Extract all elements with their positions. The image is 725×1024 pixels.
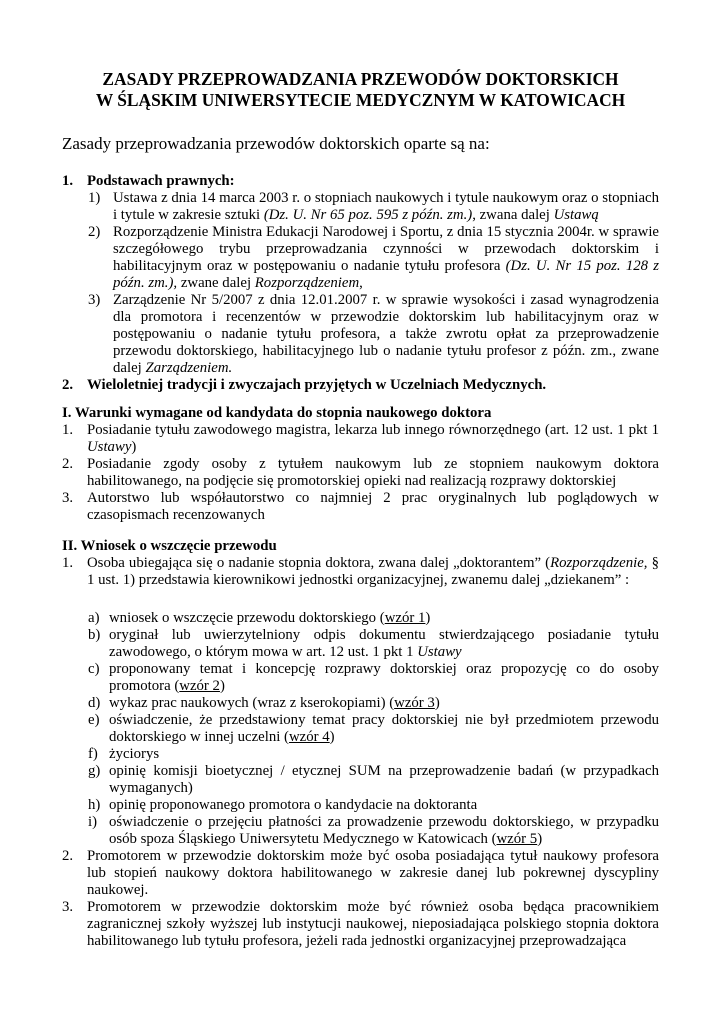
section-heading: I. Warunki wymagane od kandydata do stopnia naukowego doktora <box>62 405 492 421</box>
item-letter: d) <box>88 695 101 711</box>
foundations-item-tradition <box>62 377 659 394</box>
item-text: Promotorem w przewodzie doktorskim może być również osoba będąca pracownikiem zagranicznej szkoły wyższej lub instytucji naukowej, nieposiadająca polskiego stopnia doktora habilitowanego lub tytułu profesora, jeżeli rada jednostki organizacyjnej przeprowadzająca <box>87 899 659 949</box>
item-number: 3) <box>88 292 101 308</box>
item-number: 1. <box>62 173 74 189</box>
section-candidate-requirements <box>62 405 659 524</box>
document-item <box>88 661 659 695</box>
item-number: 2. <box>62 848 74 864</box>
item-text: wniosek o wszczęcie przewodu doktorskiego (wzór 1) <box>109 610 431 626</box>
item-number: 1. <box>62 555 74 571</box>
section-heading: II. Wniosek o wszczęcie przewodu <box>62 538 277 554</box>
item-number: 1) <box>88 190 101 206</box>
application-item-3 <box>62 899 659 950</box>
item-text: Promotorem w przewodzie doktorskim może być osoba posiadająca tytuł naukowy profesora lub stopień naukowy doktora habilitowanego w zakresie danej lub pokrewnej dyscypliny naukowej. <box>87 848 659 898</box>
item-heading: Wieloletniej tradycji i zwyczajach przyjętych w Uczelniach Medycznych. <box>87 377 547 393</box>
item-number: 3. <box>62 899 74 915</box>
application-item-1 <box>62 555 659 589</box>
document-item <box>88 763 659 797</box>
item-text: Ustawa z dnia 14 marca 2003 r. o stopniach naukowych i tytule naukowym oraz o stopniach i tytule w zakresie sztuki (Dz. U. Nr 65 poz. 595 z późn. zm.), zwana dalej Ustawą <box>113 190 659 223</box>
item-text: życiorys <box>109 746 160 762</box>
item-letter: c) <box>88 661 100 677</box>
document-title <box>62 69 659 111</box>
item-heading: Podstawach prawnych: <box>87 173 235 189</box>
document-item <box>88 814 659 848</box>
legal-acts-list <box>88 190 659 377</box>
section-application <box>62 538 659 950</box>
item-text: Posiadanie tytułu zawodowego magistra, lekarza lub innego równorzędnego (art. 12 ust. 1 pkt 1 Ustawy) <box>87 422 659 455</box>
item-text: Zarządzenie Nr 5/2007 z dnia 12.01.2007 r. w sprawie wysokości i zasad wynagrodzenia dla promotora i recenzentów w przewodzie doktorskim lub habilitacyjnym oraz w postępowaniu o nadanie tytułu profesora, a także zwrotu opłat za przeprowadzenie przewodu doktorskiego, habilitacyjnego lub o nadanie tytułu profesor z późn. zm., zwane dalej Zarządzeniem. <box>113 292 659 376</box>
item-text: oryginał lub uwierzytelniony odpis dokumentu stwierdzającego posiadanie tytułu zawodowego, o którym mowa w art. 12 ust. 1 pkt 1 Ustawy <box>109 627 659 660</box>
document-item <box>88 797 659 814</box>
document-item <box>88 746 659 763</box>
item-letter: f) <box>88 746 98 762</box>
foundations-list <box>62 173 659 394</box>
requirement-item <box>62 490 659 524</box>
item-text: oświadczenie, że przedstawiony temat pracy doktorskiej nie był przedmiotem przewodu doktorskiego w innej uczelni (wzór 4) <box>109 712 659 745</box>
item-text: Posiadanie zgody osoby z tytułem naukowym lub ze stopniem naukowym doktora habilitowanego, na podjęcie się promotorskiej opieki nad realizacją rozprawy doktorskiej <box>87 456 659 489</box>
foundations-item-legal-basis <box>62 173 659 190</box>
requirements-list <box>62 422 659 524</box>
item-text: Autorstwo lub współautorstwo co najmniej 2 prac oryginalnych lub poglądowych w czasopismach recenzowanych <box>87 490 659 523</box>
legal-act-item <box>88 224 659 292</box>
item-letter: e) <box>88 712 100 728</box>
item-letter: a) <box>88 610 100 626</box>
item-text: opinię komisji bioetycznej / etycznej SUM na przeprowadzenie badań (w przypadkach wymaganych) <box>109 763 659 796</box>
item-text: Rozporządzenie Ministra Edukacji Narodowej i Sportu, z dnia 15 stycznia 2004r. w sprawie szczegółowego trybu przeprowadzania czynności w przewodach doktorskim i habilitacyjnym oraz w postępowaniu o nadanie tytułu profesora (Dz. U. Nr 15 poz. 128 z późn. zm.), zwane dalej Rozporządzeniem, <box>113 224 659 291</box>
legal-act-item <box>88 292 659 377</box>
item-number: 2. <box>62 377 74 393</box>
title-line-2: W ŚLĄSKIM UNIWERSYTECIE MEDYCZNYM W KATOWICACH <box>95 90 626 110</box>
requirement-item <box>62 456 659 490</box>
item-text: opinię proponowanego promotora o kandydacie na doktoranta <box>109 797 478 813</box>
item-letter: i) <box>88 814 98 830</box>
item-number: 2) <box>88 224 101 240</box>
item-number: 3. <box>62 490 74 506</box>
intro-sentence: Zasady przeprowadzania przewodów doktorskich oparte są na: <box>62 134 490 153</box>
document-item <box>88 695 659 712</box>
item-letter: b) <box>88 627 101 643</box>
application-item-2 <box>62 848 659 899</box>
item-text: wykaz prac naukowych (wraz z kserokopiami) (wzór 3) <box>109 695 440 711</box>
requirement-item <box>62 422 659 456</box>
item-letter: h) <box>88 797 101 813</box>
document-item <box>88 627 659 661</box>
document-item <box>88 712 659 746</box>
item-letter: g) <box>88 763 101 779</box>
item-text: proponowany temat i koncepcję rozprawy doktorskiej oraz propozycję co do osoby promotora (wzór 2) <box>109 661 659 694</box>
item-text: Osoba ubiegająca się o nadanie stopnia doktora, zwana dalej „doktorantem” (Rozporządzenie, § 1 ust. 1) przedstawia kierownikowi jednostki organizacyjnej, zwanemu dalej „dziekanem” : <box>87 555 659 588</box>
item-text: oświadczenie o przejęciu płatności za prowadzenie przewodu doktorskiego, w przypadku osób spoza Śląskiego Uniwersytetu Medycznego w Katowicach (wzór 5) <box>109 814 659 847</box>
document-item <box>88 610 659 627</box>
required-documents-list <box>88 610 659 848</box>
title-line-1: ZASADY PRZEPROWADZANIA PRZEWODÓW DOKTORSKICH <box>102 69 619 89</box>
item-number: 1. <box>62 422 74 438</box>
legal-act-item <box>88 190 659 224</box>
item-number: 2. <box>62 456 74 472</box>
